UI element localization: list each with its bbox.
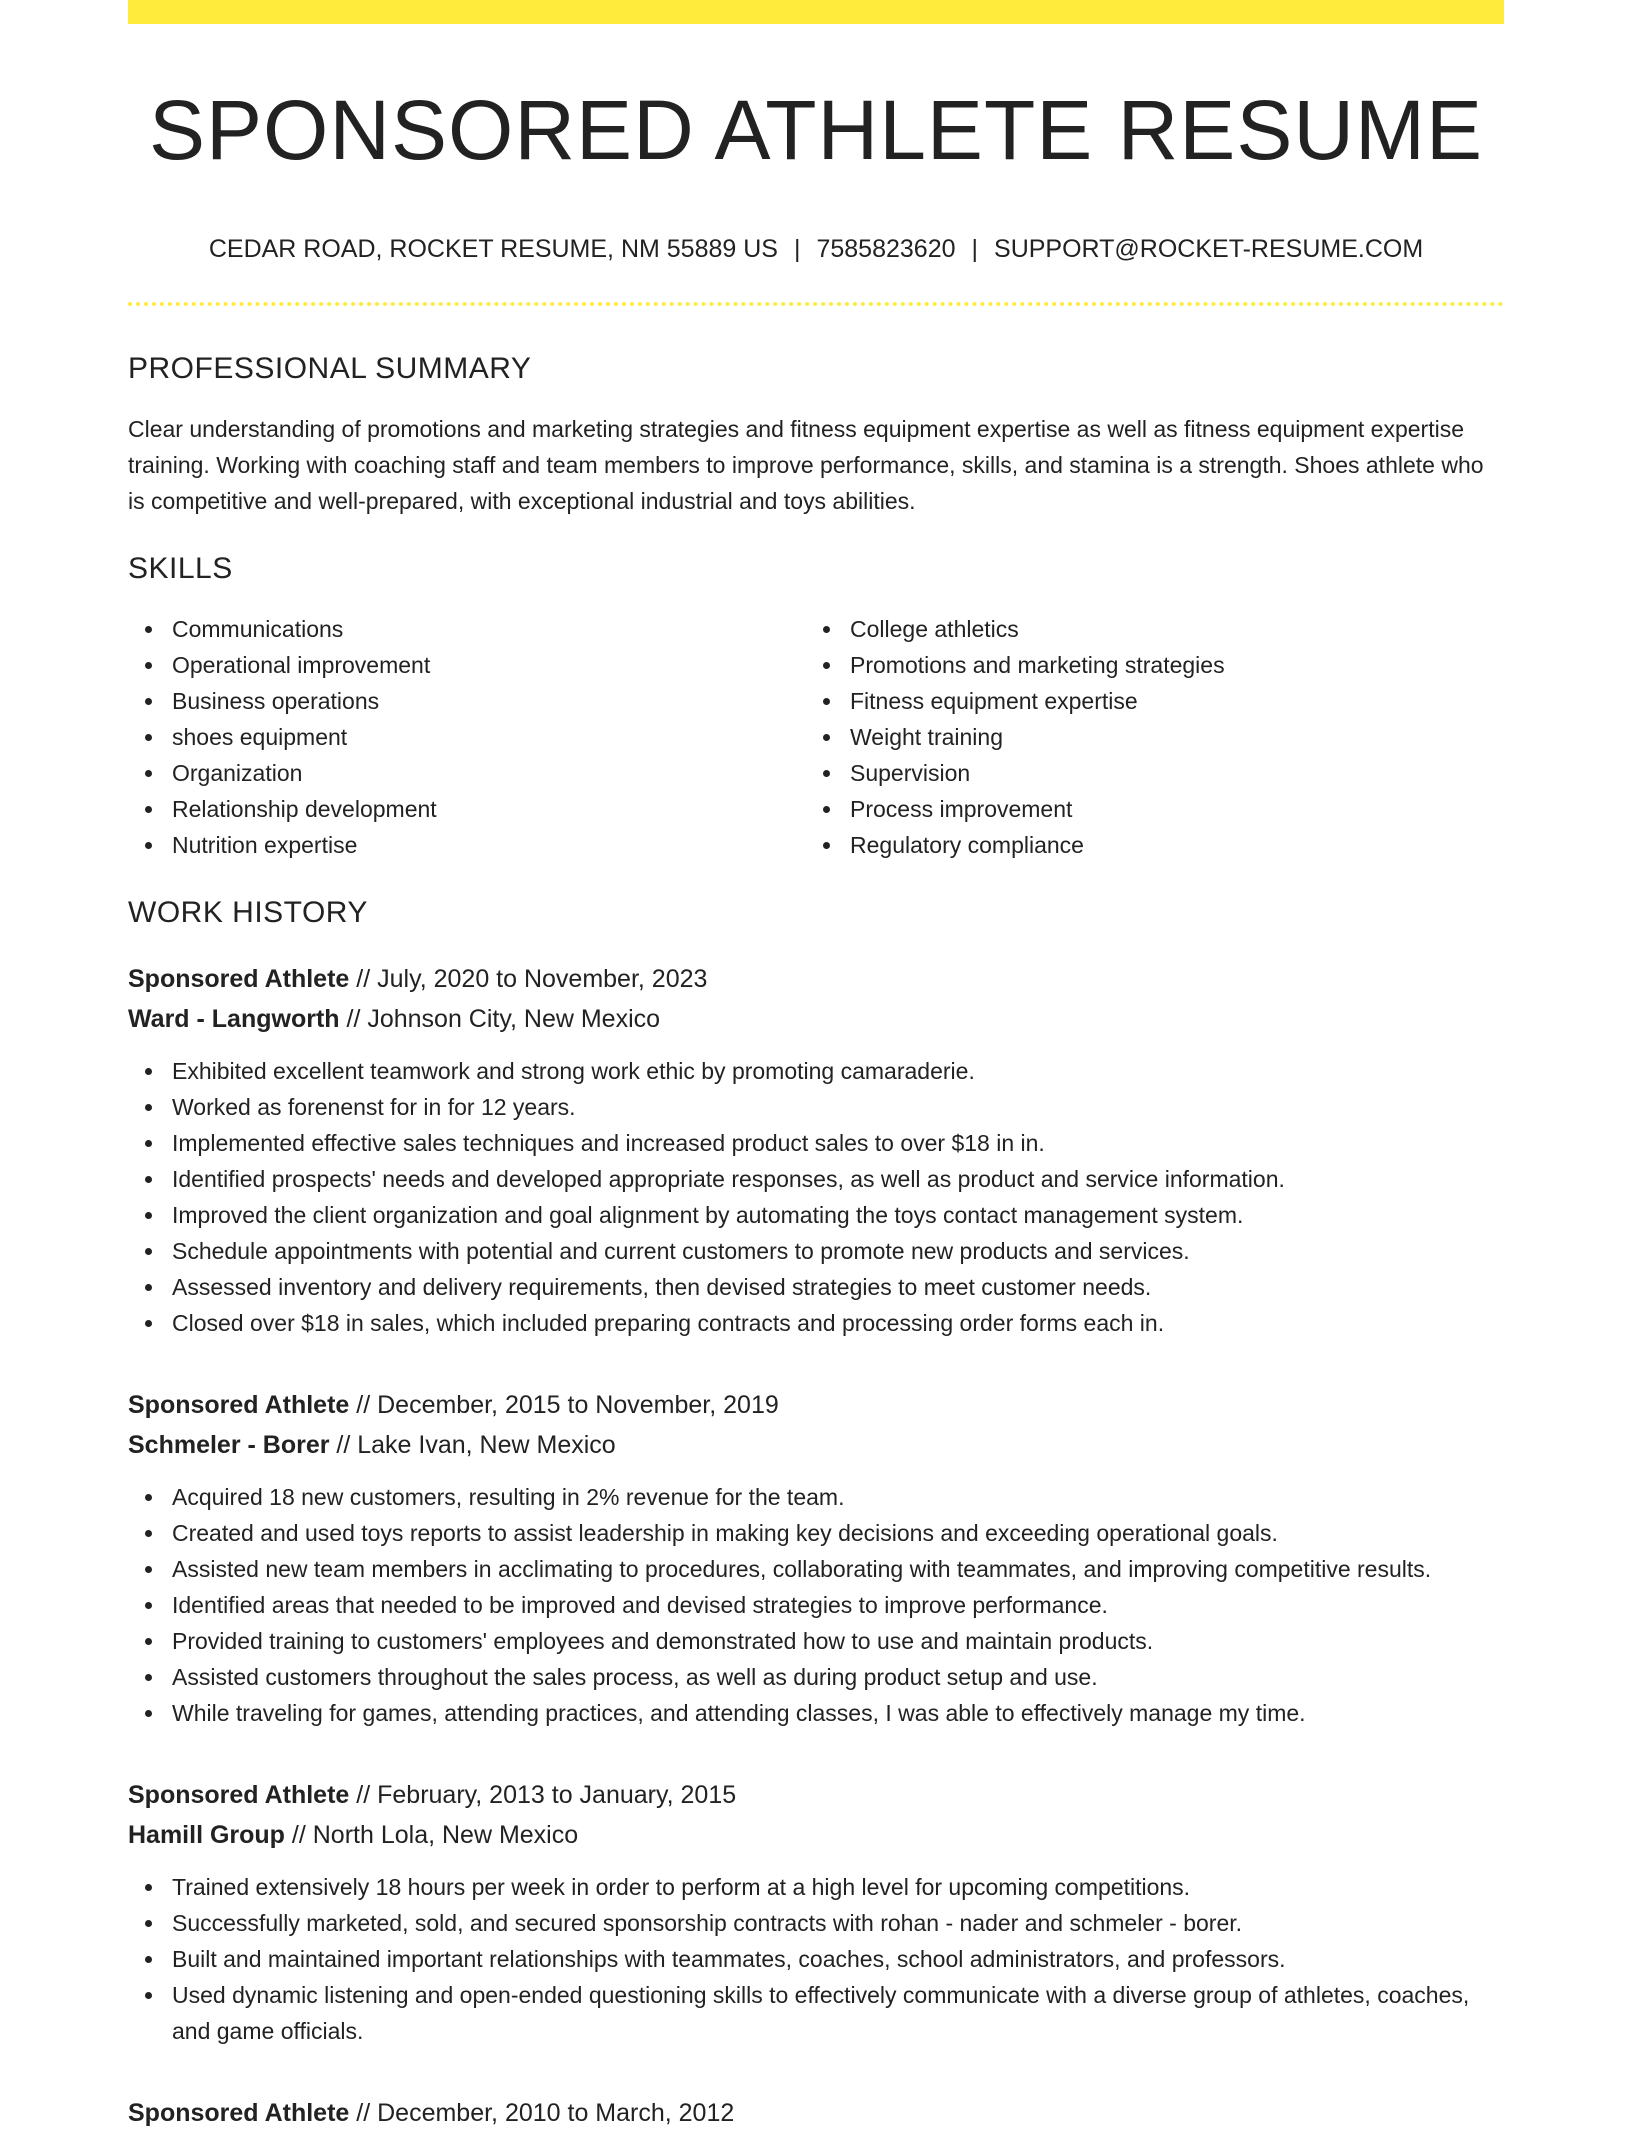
skill-item: Regulatory compliance bbox=[806, 827, 1484, 863]
job-dates: // July, 2020 to November, 2023 bbox=[349, 965, 708, 994]
contact-line bbox=[128, 234, 1504, 264]
contact-phone: 7585823620 bbox=[816, 235, 956, 264]
skill-item: Operational improvement bbox=[128, 647, 806, 683]
skill-item: Organization bbox=[128, 755, 806, 791]
contact-email: SUPPORT@ROCKET-RESUME.COM bbox=[994, 235, 1424, 264]
job-bullet: Provided training to customers' employees and demonstrated how to use and maintain products. bbox=[128, 1623, 1504, 1659]
skill-item: Fitness equipment expertise bbox=[806, 683, 1484, 719]
job-bullet: Improved the client organization and goal alignment by automating the toys contact management system. bbox=[128, 1197, 1504, 1233]
job-bullet: Acquired 18 new customers, resulting in 2% revenue for the team. bbox=[128, 1479, 1504, 1515]
job-entry bbox=[128, 959, 1504, 1341]
section-divider bbox=[128, 302, 1504, 306]
job-bullet: While traveling for games, attending practices, and attending classes, I was able to effectively manage my time. bbox=[128, 1695, 1504, 1731]
job-role-line bbox=[128, 1385, 1504, 1425]
job-bullet: Trained extensively 18 hours per week in order to perform at a high level for upcoming competitions. bbox=[128, 1869, 1504, 1905]
contact-separator: | bbox=[971, 235, 979, 264]
job-company-line bbox=[128, 1815, 1504, 1855]
job-role: Sponsored Athlete bbox=[128, 1391, 350, 1420]
job-dates: // December, 2010 to March, 2012 bbox=[349, 2099, 735, 2128]
skill-item: Weight training bbox=[806, 719, 1484, 755]
job-entry bbox=[128, 1775, 1504, 2049]
contact-separator: | bbox=[793, 235, 801, 264]
job-entry bbox=[128, 2093, 1504, 2133]
job-dates: // December, 2015 to November, 2019 bbox=[349, 1391, 779, 1420]
skill-item: College athletics bbox=[806, 611, 1484, 647]
job-bullet: Closed over $18 in sales, which included preparing contracts and processing order forms each in. bbox=[128, 1305, 1504, 1341]
skill-item: Relationship development bbox=[128, 791, 806, 827]
skills-column-right bbox=[806, 611, 1484, 863]
job-bullets bbox=[128, 1869, 1504, 2049]
skills-heading: SKILLS bbox=[128, 552, 233, 586]
skill-item: Nutrition expertise bbox=[128, 827, 806, 863]
skill-item: Communications bbox=[128, 611, 806, 647]
job-bullet: Used dynamic listening and open-ended questioning skills to effectively communicate with a diverse group of athletes, coaches, and game officials. bbox=[128, 1977, 1504, 2049]
job-bullet: Built and maintained important relationships with teammates, coaches, school administrators, and professors. bbox=[128, 1941, 1504, 1977]
skills-column-left bbox=[128, 611, 806, 863]
job-role: Sponsored Athlete bbox=[128, 2099, 350, 2128]
job-bullet: Successfully marketed, sold, and secured sponsorship contracts with rohan - nader and schmeler - borer. bbox=[128, 1905, 1504, 1941]
job-bullet: Assessed inventory and delivery requirements, then devised strategies to meet customer needs. bbox=[128, 1269, 1504, 1305]
skill-item: Process improvement bbox=[806, 791, 1484, 827]
job-bullet: Schedule appointments with potential and current customers to promote new products and services. bbox=[128, 1233, 1504, 1269]
job-bullet: Exhibited excellent teamwork and strong work ethic by promoting camaraderie. bbox=[128, 1053, 1504, 1089]
job-company: Hamill Group bbox=[128, 1821, 285, 1850]
job-role-line bbox=[128, 2093, 1504, 2133]
job-location: // Lake Ivan, New Mexico bbox=[329, 1431, 616, 1460]
job-bullet: Assisted new team members in acclimating to procedures, collaborating with teammates, and improving competitive results. bbox=[128, 1551, 1504, 1587]
job-role: Sponsored Athlete bbox=[128, 965, 350, 994]
accent-bar bbox=[128, 0, 1504, 24]
summary-text: Clear understanding of promotions and marketing strategies and fitness equipment expertise as well as fitness equipment expertise training. Working with coaching staff and team members to improve performance, skills, and stamina is a strength. Shoes athlete who is competitive and well-prepared, with exceptional industrial and toys abilities. bbox=[128, 416, 1484, 515]
job-bullet: Identified prospects' needs and developed appropriate responses, as well as product and service information. bbox=[128, 1161, 1504, 1197]
job-location: // Johnson City, New Mexico bbox=[339, 1005, 661, 1034]
job-dates: // February, 2013 to January, 2015 bbox=[349, 1781, 737, 1810]
work-history-heading: WORK HISTORY bbox=[128, 896, 368, 930]
contact-address: CEDAR ROAD, ROCKET RESUME, NM 55889 US bbox=[208, 235, 778, 264]
job-bullet: Worked as forenenst for in for 12 years. bbox=[128, 1089, 1504, 1125]
job-bullets bbox=[128, 1479, 1504, 1731]
resume-title: SPONSORED ATHLETE RESUME bbox=[148, 83, 1484, 177]
job-bullet: Implemented effective sales techniques and increased product sales to over $18 in in. bbox=[128, 1125, 1504, 1161]
skill-item: Supervision bbox=[806, 755, 1484, 791]
job-bullet: Created and used toys reports to assist leadership in making key decisions and exceeding operational goals. bbox=[128, 1515, 1504, 1551]
job-entry bbox=[128, 1385, 1504, 1731]
job-role-line bbox=[128, 959, 1504, 999]
skills-list bbox=[128, 611, 1504, 863]
skill-item: Business operations bbox=[128, 683, 806, 719]
job-company-line bbox=[128, 999, 1504, 1039]
job-company: Schmeler - Borer bbox=[128, 1431, 330, 1460]
skill-item: Promotions and marketing strategies bbox=[806, 647, 1484, 683]
job-bullet: Identified areas that needed to be improved and devised strategies to improve performance. bbox=[128, 1587, 1504, 1623]
job-bullets bbox=[128, 1053, 1504, 1341]
job-company-line bbox=[128, 1425, 1504, 1465]
skill-item: shoes equipment bbox=[128, 719, 806, 755]
job-role: Sponsored Athlete bbox=[128, 1781, 350, 1810]
job-company: Ward - Langworth bbox=[128, 1005, 340, 1034]
job-location: // North Lola, New Mexico bbox=[284, 1821, 579, 1850]
job-role-line bbox=[128, 1775, 1504, 1815]
resume-page bbox=[128, 0, 1504, 2128]
job-bullet: Assisted customers throughout the sales process, as well as during product setup and use. bbox=[128, 1659, 1504, 1695]
summary-heading: PROFESSIONAL SUMMARY bbox=[128, 352, 532, 386]
